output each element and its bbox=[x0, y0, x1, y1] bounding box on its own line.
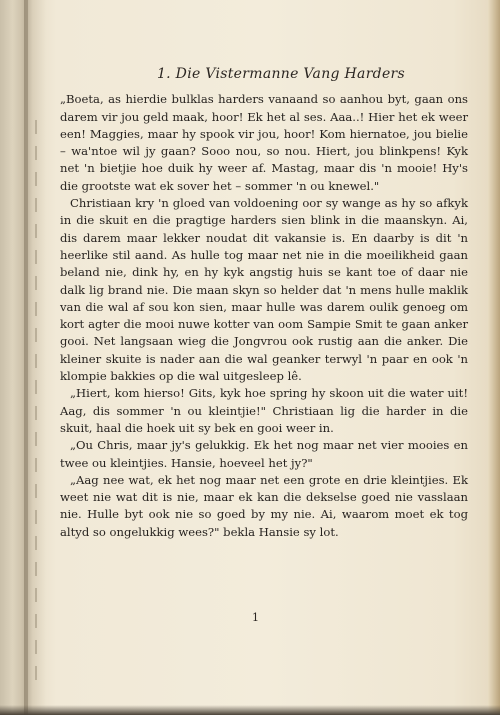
paragraph: „Ou Chris, maar jy's gelukkig. Ek het nog maar net vier mooies en twee ou kleintjies. Hansie, hoeveel het jy?" bbox=[60, 438, 468, 470]
page-bottom-shadow bbox=[0, 705, 500, 715]
binding-stitches bbox=[35, 120, 37, 680]
paragraph: Christiaan kry 'n gloed van voldoening oor sy wange as hy so afkyk in die skuit en die pragtige harders sien blink in die maanskyn. Ai, dis darem maar lekker noudat dit vakansie is. En daarby is dit 'n heerlike stil aand. As hulle tog maar net nie in die moeilikheid gaan beland nie, dink hy, en hy kyk angstig huis se kant toe of daar nie dalk lig brand nie. Die maan skyn so helder dat 'n mens hulle maklik van die wal af sou kon sien, maar hulle was darem oulik genoeg om kort agter die mooi nuwe kotter van oom Sampie Smit te gaan anker gooi. Net langsaan wieg die Jongvrou ook rustig aan die anker. Die kleiner skuite is nader aan die wal geanker terwyl 'n paar en ook 'n klompie bakkies op die wal uitgesleep lê. bbox=[60, 196, 468, 384]
chapter-title: 1. Die Vistermanne Vang Harders bbox=[156, 66, 406, 82]
page-fore-edge bbox=[488, 0, 500, 715]
paragraph: „Hiert, kom hierso! Gits, kyk hoe spring hy skoon uit die water uit! Aag, dis sommer 'n ou kleintjie!" Christiaan lig die harder in die skuit, haal die hoek uit sy bek en gooi weer in. bbox=[60, 386, 468, 435]
page-number: 1 bbox=[252, 611, 259, 624]
paragraph: „Boeta, as hierdie bulklas harders vanaand so aanhou byt, gaan ons darem vir jou geld maak, hoor! Ek het al ses. Aaa..! Hier het ek weer een! Maggies, maar hy spook vir jou, hoor! Kom hiernatoe, jou bielie – wa'ntoe wil jy gaan? Sooo nou, so nou. Hiert, jou blinkpens! Kyk net 'n bietjie hoe duik hy weer af. Mastag, maar dis 'n mooie! Hy's die grootste wat ek sover het – sommer 'n ou knewel." bbox=[60, 92, 468, 193]
page-text bbox=[60, 66, 468, 541]
paragraph: „Aag nee wat, ek het nog maar net een grote en drie kleintjies. Ek weet nie wat dit is nie, maar ek kan die dekselse goed nie vasslaan nie. Hulle byt ook nie so goed by my nie. Ai, waarom moet ek tog altyd so ongelukkig wees?" bekla Hansie sy lot. bbox=[60, 472, 468, 539]
